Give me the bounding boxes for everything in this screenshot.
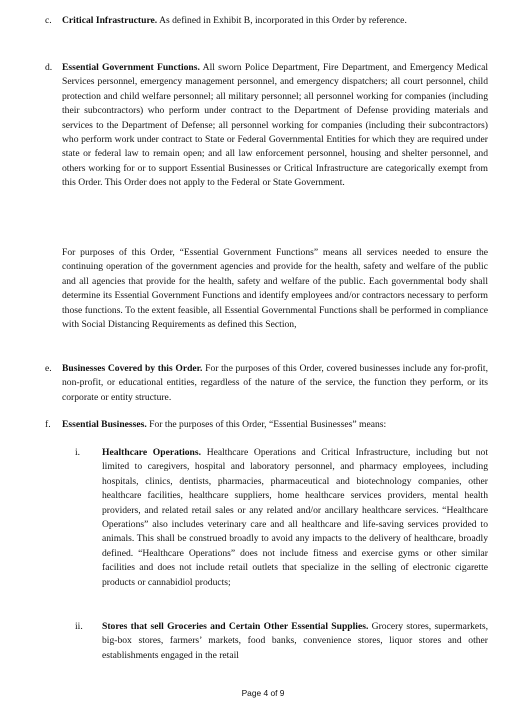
section-d-text-2: For purposes of this Order, “Essential Government Functions” means all services needed to ensure the continuing operation of the government agencies and provide for the health, safety and welfare of the public and all agencies that provide for the health, safety and welfare of the public. Each governmental body shall determine its Essential Government Functions and identify employees and/or contractors necessary to perform those functions. To the extent feasible, all Essential Governmental Functions shall be performed in compliance with Social Distancing Requirements as defined this Section,	[62, 247, 488, 331]
section-c-heading: Critical Infrastructure.	[62, 15, 158, 26]
section-f-i-text: Healthcare Operations and Critical Infrastructure, including but not limited to caregivers, hospital and laboratory personnel, and pharmacy employees, including hospitals, clinics, dentists, pharmacies, pharmaceutical and biotechnology companies, other healthcare facilities, healthcare suppliers, home healthcare services providers, mental health providers, and related retail sales or any related and/or ancillary healthcare services. “Healthcare Operations” also includes veterinary care and all healthcare and life-saving services provided to animals. This shall be construed broadly to avoid any impacts to the delivery of healthcare, broadly defined. “Healthcare Operations” does not include fitness and exercise gyms or other similar facilities and does not include retail outlets that specialize in the selling of electronic cigarette products or cannabidiol products;	[102, 447, 488, 588]
section-d-heading: Essential Government Functions.	[62, 62, 200, 73]
section-f-ii-marker: ii.	[75, 621, 83, 632]
section-f-ii	[75, 620, 488, 663]
section-f-i	[75, 446, 488, 590]
section-f-text: For the purposes of this Order, “Essential Businesses” means:	[149, 419, 387, 430]
section-e	[45, 362, 488, 405]
section-d-marker: d.	[45, 62, 53, 73]
section-f-heading: Essential Businesses.	[62, 419, 147, 430]
section-f	[45, 418, 488, 432]
section-e-marker: e.	[45, 363, 52, 374]
section-f-marker: f.	[45, 419, 51, 430]
section-d-text: All sworn Police Department, Fire Department, and Emergency Medical Services personnel, emergency management personnel, and emergency dispatchers; all court personnel, child protection and child welfare personnel; all military personnel; all personnel working for companies (including their subcontractors) who perform under contract to the Department of Defense providing materials and services to the Department of Defense; all personnel working for companies (including their subcontractors) who perform work under contract to State or Federal Governmental Entities for which they are required under state or federal law to remain open; and all law enforcement personnel, housing and shelter personnel, and others working for or to support Essential Businesses or Critical Infrastructure are categorically exempt from this Order. This Order does not apply to the Federal or State Government.	[62, 62, 488, 189]
section-c	[45, 14, 488, 28]
section-f-ii-heading: Stores that sell Groceries and Certain Other Essential Supplies.	[102, 621, 369, 632]
page-number-footer: Page 4 of 9	[241, 688, 285, 698]
section-d-paragraph-2	[62, 246, 488, 332]
section-c-text: As defined in Exhibit B, incorporated in this Order by reference.	[159, 15, 407, 26]
section-f-i-marker: i.	[75, 447, 81, 458]
section-d	[45, 61, 488, 191]
section-f-i-heading: Healthcare Operations.	[102, 447, 202, 458]
section-e-text: For the purposes of this Order, covered businesses include any for-profit, non-profit, or educational entities, regardless of the nature of the service, the function they perform, or its corporate or entity structure.	[62, 363, 488, 403]
section-c-marker: c.	[45, 15, 52, 26]
section-e-heading: Businesses Covered by this Order.	[62, 363, 203, 374]
section-f-ii-text: Grocery stores, supermarkets, big-box stores, farmers’ markets, food banks, convenience stores, liquor stores and other establishments engaged in the retail	[102, 621, 488, 661]
